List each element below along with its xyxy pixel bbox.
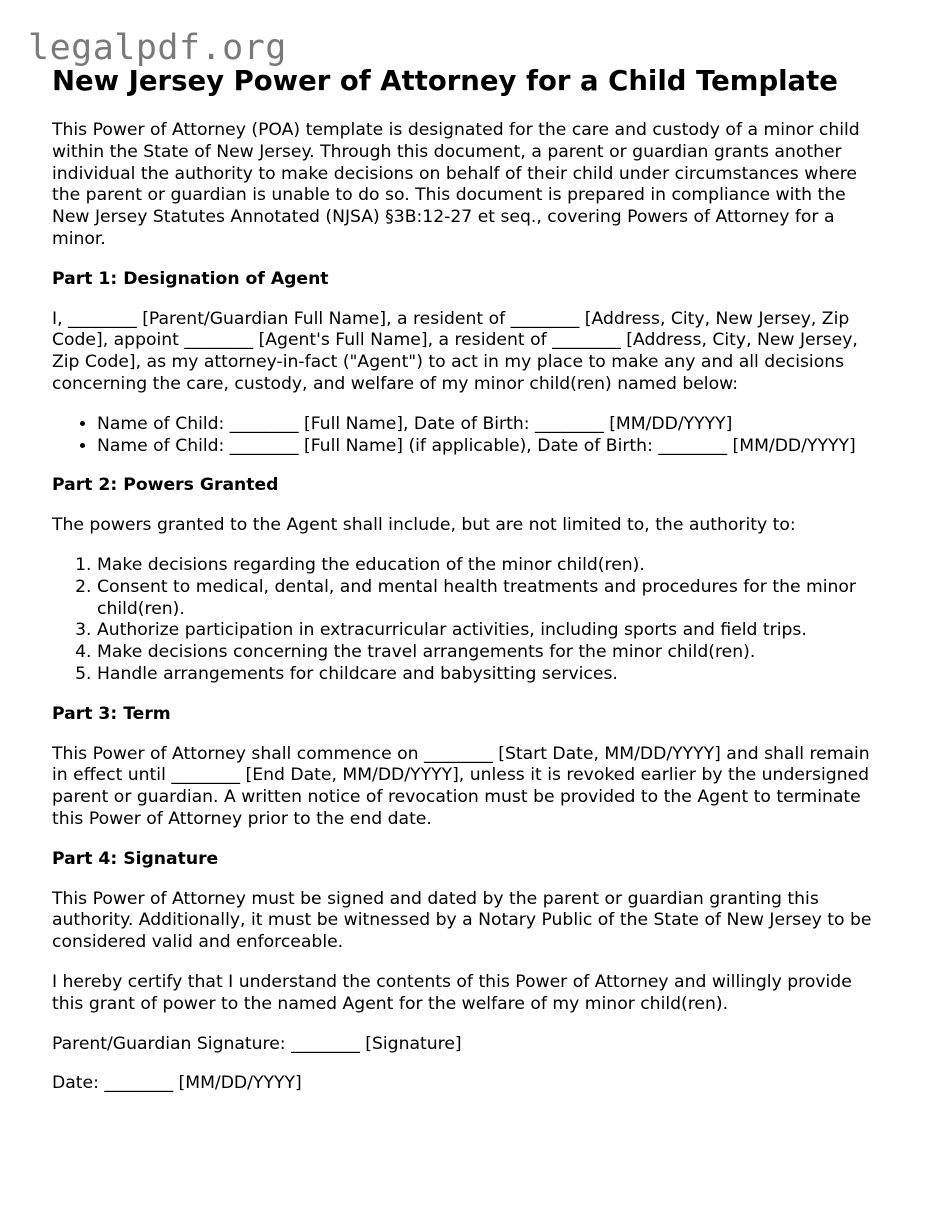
part3-heading: Part 3: Term (52, 703, 171, 724)
list-item: • Name of Child: ________ [Full Name] (if applicable), Date of Birth: ________ [MM/DD/YYYY] (97, 436, 888, 458)
watermark: legalpdf.org (28, 28, 287, 68)
list-item: 3. Authorize participation in extracurricular activities, including sports and field trips. (97, 620, 888, 642)
certification-paragraph: I hereby certify that I understand the contents of this Power of Attorney and willingly provide this grant of power to the named Agent for the welfare of my minor child(ren). (52, 971, 852, 1014)
list-item: 1. Make decisions regarding the education of the minor child(ren). (97, 555, 888, 577)
list-item: 4. Make decisions concerning the travel arrangements for the minor child(ren). (97, 642, 888, 664)
part3-body: This Power of Attorney shall commence on ________ [Start Date, MM/DD/YYYY] and shall remain in effect until ________ [End Date, MM/DD/YYYY], unless it is revoked earlier by the undersigned parent or guardian. A written notice of revocation must be provided to the Agent to terminate this Power of Attorney prior to the end date. (52, 743, 870, 829)
list-item: 5. Handle arrangements for childcare and babysitting services. (97, 664, 888, 686)
part2-heading: Part 2: Powers Granted (52, 475, 279, 496)
intro-paragraph: This Power of Attorney (POA) template is designated for the care and custody of a minor child within the State of New Jersey. Through this document, a parent or guardian grants another individual the authority to make decisions on behalf of their child under circumstances where the parent or guardian is unable to do so. This document is prepared in compliance with the New Jersey Statutes Annotated (NJSA) §3B:12-27 et seq., covering Powers of Attorney for a minor. (52, 120, 860, 249)
part1-body: I, ________ [Parent/Guardian Full Name], a resident of ________ [Address, City, New Jersey, Zip Code], appoint ________ [Agent's Full Name], a resident of ________ [Address, City, New Jersey, Zip Code], as my attorney-in-fact ("Agent") to act in my place to make any and all decisions concerning the care, custody, and welfare of my minor child(ren) named below: (52, 308, 858, 394)
part2-body: The powers granted to the Agent shall include, but are not limited to, the authority to: (52, 515, 796, 536)
list-item: 2. Consent to medical, dental, and mental health treatments and procedures for the minor child(ren). (97, 577, 888, 621)
date-line: Date: ________ [MM/DD/YYYY] (52, 1073, 302, 1094)
part1-heading: Part 1: Designation of Agent (52, 268, 329, 289)
document-page (52, 62, 888, 1113)
signature-line: Parent/Guardian Signature: ________ [Signature] (52, 1033, 462, 1054)
children-list (52, 414, 888, 458)
powers-list (52, 555, 888, 686)
part4-heading: Part 4: Signature (52, 848, 219, 869)
document-title: New Jersey Power of Attorney for a Child Template (52, 65, 838, 97)
part4-body: This Power of Attorney must be signed and dated by the parent or guardian granting this authority. Additionally, it must be witnessed by a Notary Public of the State of New Jersey to be considered valid and enforceable. (52, 888, 872, 953)
list-item: • Name of Child: ________ [Full Name], Date of Birth: ________ [MM/DD/YYYY] (97, 414, 888, 436)
